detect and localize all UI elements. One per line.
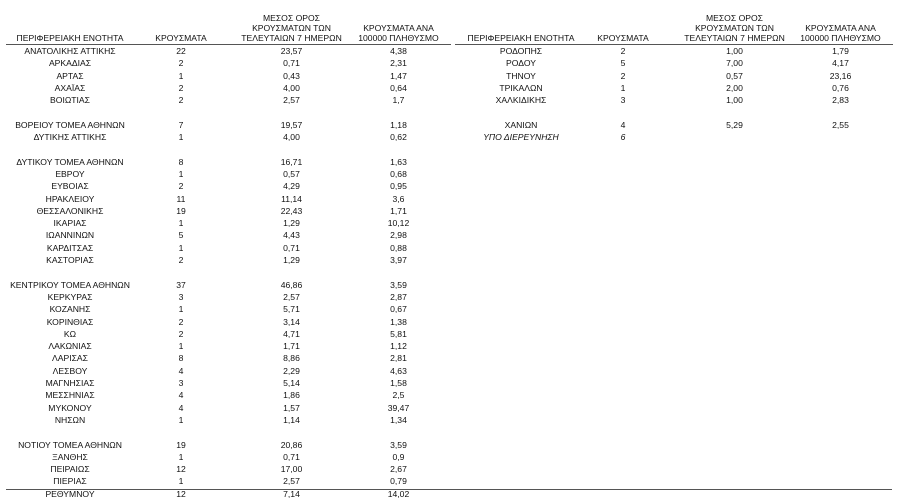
table-row [6, 70, 451, 82]
avg-cell: 5,71 [283, 304, 300, 315]
per100k-cell: 4,17 [832, 58, 849, 69]
cases-cell: 37 [176, 279, 186, 290]
region-cell: ΤΡΙΚΑΛΩΝ [499, 82, 543, 93]
per100k-cell: 0,9 [392, 451, 405, 462]
cases-cell: 8 [178, 156, 184, 167]
region-cell: ΜΕΣΣΗΝΙΑΣ [45, 390, 95, 401]
avg-cell: 1,29 [283, 255, 300, 266]
spacer-row [6, 266, 451, 278]
region-cell: ΚΟΡΙΝΘΙΑΣ [46, 316, 94, 327]
per100k-cell: 23,16 [829, 70, 852, 81]
region-cell: ΑΡΤΑΣ [56, 70, 84, 81]
avg-cell: 0,71 [283, 242, 300, 253]
region-cell: ΞΑΝΘΗΣ [52, 451, 88, 462]
cases-cell: 1 [178, 341, 184, 352]
avg-cell: 0,71 [283, 451, 300, 462]
region-cell: ΒΟΙΩΤΙΑΣ [50, 95, 90, 106]
region-cell: ΛΑΡΙΣΑΣ [52, 353, 88, 364]
region-cell: ΒΟΡΕΙΟΥ ΤΟΜΕΑ ΑΘΗΝΩΝ [15, 119, 125, 130]
table-row [6, 242, 451, 254]
table-bottom-border [6, 489, 892, 490]
region-cell: ΚΕΡΚΥΡΑΣ [47, 291, 93, 302]
per100k-cell: 0,68 [390, 168, 407, 179]
avg-cell: 1,00 [726, 46, 743, 56]
avg-cell: 0,57 [726, 70, 743, 81]
per100k-cell: 4,63 [390, 365, 407, 376]
cases-cell: 2 [620, 70, 626, 81]
table-row [6, 57, 451, 69]
cases-cell: 4 [178, 365, 184, 376]
per100k-cell: 1,7 [392, 95, 405, 106]
avg-cell: 0,71 [283, 58, 300, 69]
avg-cell: 4,43 [283, 230, 300, 241]
per100k-cell: 1,18 [390, 119, 407, 130]
table-row [6, 377, 451, 389]
cases-cell: 4 [620, 119, 626, 130]
cases-cell: 12 [176, 488, 186, 499]
region-cell: ΚΟΖΑΝΗΣ [49, 304, 91, 315]
per100k-cell: 1,34 [390, 414, 407, 425]
header-per100k: ΚΡΟΥΣΜΑΤΑ ΑΝΑ 100000 ΠΛΗΘΥΣΜΟ [800, 23, 881, 43]
per100k-cell: 3,97 [390, 255, 407, 266]
spacer-row [455, 106, 893, 118]
table-row [6, 205, 451, 217]
table-row [6, 94, 451, 106]
per100k-cell: 2,81 [390, 353, 407, 364]
region-cell: ΛΑΚΩΝΙΑΣ [48, 341, 92, 352]
avg-cell: 5,29 [726, 119, 743, 130]
avg-cell: 1,29 [283, 218, 300, 229]
table-row [6, 45, 451, 57]
region-cell: ΑΧΑΪΑΣ [54, 82, 86, 93]
cases-cell: 2 [178, 181, 184, 192]
table-row [6, 303, 451, 315]
table-row [6, 352, 451, 364]
per100k-cell: 2,83 [832, 95, 849, 106]
region-cell: ΘΕΣΣΑΛΟΝΙΚΗΣ [36, 205, 104, 216]
per100k-cell: 0,62 [390, 132, 407, 143]
table-row [6, 156, 451, 168]
per100k-cell: 0,95 [390, 181, 407, 192]
table-row [455, 45, 893, 57]
per100k-cell: 0,88 [390, 242, 407, 253]
table-row [455, 119, 893, 131]
region-cell: ΚΕΝΤΡΙΚΟΥ ΤΟΜΕΑ ΑΘΗΝΩΝ [10, 279, 130, 290]
avg-cell: 1,57 [283, 402, 300, 413]
avg-cell: 0,57 [283, 168, 300, 179]
per100k-cell: 2,87 [390, 291, 407, 302]
cases-cell: 19 [176, 205, 186, 216]
cases-cell: 7 [178, 119, 184, 130]
table-row [6, 451, 451, 463]
region-cell: ΚΑΣΤΟΡΙΑΣ [46, 255, 94, 266]
per100k-cell: 1,38 [390, 316, 407, 327]
per100k-cell: 2,31 [390, 58, 407, 69]
cases-cell: 1 [178, 476, 184, 487]
avg-cell: 0,43 [283, 70, 300, 81]
per100k-cell: 1,58 [390, 378, 407, 389]
region-cell: ΑΡΚΑΔΙΑΣ [48, 58, 92, 69]
table-row [6, 463, 451, 475]
table-row [6, 279, 451, 291]
spacer-row [6, 426, 451, 438]
cases-cell: 2 [178, 316, 184, 327]
cases-cell: 1 [178, 132, 184, 143]
cases-cell: 5 [178, 230, 184, 241]
cases-cell: 12 [176, 464, 186, 475]
per100k-cell: 0,64 [390, 82, 407, 93]
per100k-cell: 2,98 [390, 230, 407, 241]
table-row [455, 70, 893, 82]
region-cell: ΥΠΟ ΔΙΕΡΕΥΝΗΣΗ [483, 132, 559, 143]
per100k-cell: 3,59 [390, 279, 407, 290]
avg-cell: 7,00 [726, 58, 743, 69]
right-table [455, 10, 893, 143]
table-row [6, 439, 451, 451]
cases-cell: 1 [178, 242, 184, 253]
per100k-cell: 1,63 [390, 156, 407, 167]
avg-cell: 7,14 [283, 488, 300, 499]
cases-cell: 3 [620, 95, 626, 106]
region-cell: ΜΑΓΝΗΣΙΑΣ [45, 378, 95, 389]
header-avg: ΜΕΣΟΣ ΟΡΟΣ ΚΡΟΥΣΜΑΤΩΝ ΤΩΝ ΤΕΛΕΥΤΑΙΩΝ 7 ΗΜΕΡΩΝ [241, 13, 342, 43]
cases-cell: 22 [176, 46, 186, 56]
avg-cell: 2,57 [283, 291, 300, 302]
region-cell: ΙΩΑΝΝΙΝΩΝ [45, 230, 95, 241]
table-row [6, 389, 451, 401]
per100k-cell: 1,47 [390, 70, 407, 81]
region-cell: ΕΒΡΟΥ [55, 168, 85, 179]
region-cell: ΡΟΔΟΥ [506, 58, 536, 69]
cases-cell: 2 [178, 328, 184, 339]
region-cell: ΔΥΤΙΚΟΥ ΤΟΜΕΑ ΑΘΗΝΩΝ [16, 156, 124, 167]
avg-cell: 2,57 [283, 95, 300, 106]
table-row [6, 414, 451, 426]
region-cell: ΑΝΑΤΟΛΙΚΗΣ ΑΤΤΙΚΗΣ [24, 46, 116, 56]
per100k-cell: 2,55 [832, 119, 849, 130]
region-cell: ΡΟΔΟΠΗΣ [499, 46, 543, 56]
table-row [6, 291, 451, 303]
region-cell: ΠΕΙΡΑΙΩΣ [50, 464, 90, 475]
spacer-row [6, 106, 451, 118]
per100k-cell: 1,79 [832, 46, 849, 56]
cases-cell: 1 [620, 82, 626, 93]
cases-cell: 4 [178, 390, 184, 401]
avg-cell: 2,00 [726, 82, 743, 93]
per100k-cell: 5,81 [390, 328, 407, 339]
right-header-row [455, 10, 893, 45]
header-cases: ΚΡΟΥΣΜΑΤΑ [155, 33, 207, 43]
per100k-cell: 4,38 [390, 46, 407, 56]
region-cell: ΡΕΘΥΜΝΟΥ [45, 488, 95, 499]
table-row [6, 475, 451, 487]
right-table-body [455, 45, 893, 143]
cases-cell: 1 [178, 451, 184, 462]
per100k-cell: 1,71 [390, 205, 407, 216]
avg-cell: 20,86 [280, 439, 303, 450]
per100k-cell: 1,12 [390, 341, 407, 352]
avg-cell: 46,86 [280, 279, 303, 290]
avg-cell: 5,14 [283, 378, 300, 389]
left-header-row [6, 10, 451, 45]
cases-cell: 6 [620, 132, 626, 143]
per100k-cell: 2,5 [392, 390, 405, 401]
region-cell: ΙΚΑΡΙΑΣ [53, 218, 87, 229]
cases-cell: 8 [178, 353, 184, 364]
cases-cell: 19 [176, 439, 186, 450]
avg-cell: 4,00 [283, 82, 300, 93]
avg-cell: 22,43 [280, 205, 303, 216]
region-cell: ΧΑΝΙΩΝ [504, 119, 538, 130]
avg-cell: 4,29 [283, 181, 300, 192]
per100k-cell: 2,67 [390, 464, 407, 475]
per100k-cell: 10,12 [387, 218, 410, 229]
table-row [6, 82, 451, 94]
avg-cell: 1,71 [283, 341, 300, 352]
cases-cell: 3 [178, 378, 184, 389]
avg-cell: 1,86 [283, 390, 300, 401]
cases-cell: 3 [178, 291, 184, 302]
region-cell: ΚΑΡΔΙΤΣΑΣ [46, 242, 94, 253]
avg-cell: 4,71 [283, 328, 300, 339]
cases-cell: 1 [178, 70, 184, 81]
cases-cell: 2 [178, 255, 184, 266]
region-cell: ΗΡΑΚΛΕΙΟΥ [45, 193, 95, 204]
header-avg: ΜΕΣΟΣ ΟΡΟΣ ΚΡΟΥΣΜΑΤΩΝ ΤΩΝ ΤΕΛΕΥΤΑΙΩΝ 7 ΗΜΕΡΩΝ [684, 13, 785, 43]
table-row [455, 57, 893, 69]
cases-cell: 5 [620, 58, 626, 69]
header-region: ΠΕΡΙΦΕΡΕΙΑΚΗ ΕΝΟΤΗΤΑ [16, 33, 124, 43]
table-row [6, 340, 451, 352]
per100k-cell: 3,59 [390, 439, 407, 450]
cases-cell: 1 [178, 168, 184, 179]
region-cell: ΛΕΣΒΟΥ [52, 365, 88, 376]
avg-cell: 23,57 [280, 46, 303, 56]
cases-cell: 2 [178, 95, 184, 106]
region-cell: ΔΥΤΙΚΗΣ ΑΤΤΙΚΗΣ [33, 132, 107, 143]
table-row [6, 168, 451, 180]
avg-cell: 3,14 [283, 316, 300, 327]
cases-cell: 11 [176, 193, 186, 204]
region-cell: ΧΑΛΚΙΔΙΚΗΣ [495, 95, 547, 106]
header-per100k: ΚΡΟΥΣΜΑΤΑ ΑΝΑ 100000 ΠΛΗΘΥΣΜΟ [358, 23, 439, 43]
region-cell: ΕΥΒΟΙΑΣ [51, 181, 89, 192]
table-row [455, 131, 893, 143]
table-row [455, 82, 893, 94]
table-row [455, 94, 893, 106]
avg-cell: 11,14 [281, 193, 302, 204]
table-row [6, 229, 451, 241]
table-row [6, 193, 451, 205]
avg-cell: 4,00 [283, 132, 300, 143]
region-cell: ΠΙΕΡΙΑΣ [53, 476, 87, 487]
avg-cell: 8,86 [283, 353, 300, 364]
table-row [6, 402, 451, 414]
spacer-row [6, 143, 451, 155]
region-cell: ΤΗΝΟΥ [506, 70, 536, 81]
per100k-cell: 0,76 [832, 82, 849, 93]
region-cell: ΚΩ [63, 328, 77, 339]
table-row [6, 254, 451, 266]
avg-cell: 2,57 [283, 476, 300, 487]
per100k-cell: 0,67 [390, 304, 407, 315]
cases-cell: 2 [178, 82, 184, 93]
avg-cell: 19,57 [280, 119, 303, 130]
header-region: ΠΕΡΙΦΕΡΕΙΑΚΗ ΕΝΟΤΗΤΑ [467, 33, 575, 43]
cases-cell: 1 [178, 304, 184, 315]
header-cases: ΚΡΟΥΣΜΑΤΑ [597, 33, 649, 43]
per100k-cell: 39,47 [387, 402, 410, 413]
avg-cell: 16,71 [280, 156, 303, 167]
region-cell: ΝΗΣΩΝ [54, 414, 86, 425]
table-row [6, 365, 451, 377]
table-row [6, 316, 451, 328]
table-row [6, 217, 451, 229]
avg-cell: 17,00 [280, 464, 303, 475]
left-table-body [6, 45, 451, 500]
avg-cell: 1,14 [283, 414, 300, 425]
per100k-cell: 14,02 [387, 488, 410, 499]
cases-cell: 4 [178, 402, 184, 413]
per100k-cell: 0,79 [390, 476, 407, 487]
table-row [6, 328, 451, 340]
region-cell: ΝΟΤΙΟΥ ΤΟΜΕΑ ΑΘΗΝΩΝ [18, 439, 122, 450]
avg-cell: 1,00 [726, 95, 743, 106]
table-row [6, 131, 451, 143]
table-row [6, 119, 451, 131]
per100k-cell: 3,6 [392, 193, 405, 204]
cases-cell: 1 [178, 414, 184, 425]
avg-cell: 2,29 [283, 365, 300, 376]
region-cell: ΜΥΚΟΝΟΥ [48, 402, 92, 413]
cases-cell: 1 [178, 218, 184, 229]
table-row [6, 180, 451, 192]
cases-cell: 2 [178, 58, 184, 69]
cases-cell: 2 [620, 46, 626, 56]
left-table [6, 10, 451, 500]
